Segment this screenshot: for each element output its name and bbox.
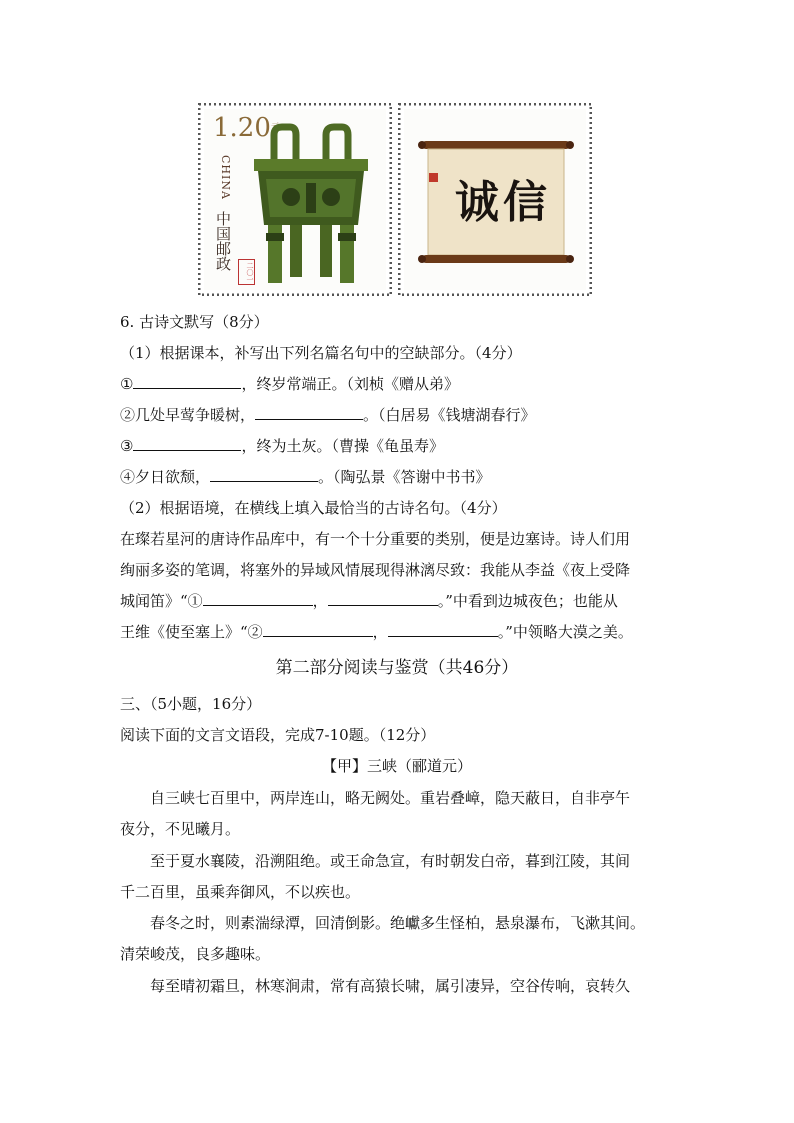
passage-instruction: 阅读下面的文言文语段，完成7-10题。（12分） — [120, 726, 436, 744]
answer-blank[interactable] — [255, 405, 363, 420]
answer-blank[interactable] — [133, 374, 241, 389]
passage-p4-line-1: 每至晴初霜旦，林寒涧肃，常有高猿长啸，属引凄异，空谷传响，哀转久 — [150, 977, 631, 995]
passage-p1-line-1: 自三峡七百里中，两岸连山，略无阙处。重岩叠嶂，隐天蔽日，自非亭午 — [150, 789, 631, 807]
q6-part2-instruction: （2）根据语境，在横线上填入最恰当的古诗名句。（4分） — [120, 499, 507, 517]
answer-blank[interactable] — [203, 591, 313, 606]
q6-context-line-3: 城闻笛》“① ， 。”中看到边城夜色；也能从 — [120, 592, 618, 610]
q6-title: 6. 古诗文默写（8分） — [120, 313, 269, 331]
answer-blank[interactable] — [263, 622, 373, 637]
q6-context-line-1: 在璨若星河的唐诗作品库中，有一个十分重要的类别，便是边塞诗。诗人们用 — [120, 530, 631, 548]
passage-title: 【甲】三峡（郦道元） — [321, 757, 472, 775]
stamp-country-en: CHINA — [219, 155, 232, 200]
stamp-calligraphy: 诚信 — [455, 177, 551, 228]
answer-blank[interactable] — [133, 436, 241, 451]
q6-context-line-2: 绚丽多姿的笔调，将塞外的异域风情展现得淋漓尽致：我能从李益《夜上受降 — [120, 561, 631, 579]
q6-item-2: ②几处早莺争暖树， 。（白居易《钱塘湖春行》 — [120, 406, 536, 424]
q6-part1-instruction: （1）根据课本，补写出下列名篇名句中的空缺部分。（4分） — [120, 344, 522, 362]
stamp-image — [198, 103, 594, 296]
answer-blank[interactable] — [388, 622, 498, 637]
stamp-denomination: $1.20^元$ — [213, 113, 280, 143]
bronze-ding-icon — [246, 121, 376, 291]
q6-item-1: ① ，终岁常端正。（刘桢《赠从弟》 — [120, 375, 459, 393]
stamp-ding — [198, 103, 392, 296]
stamp-country-cn: 中国邮政 — [214, 211, 232, 271]
passage-p1-line-2: 夜分，不见曦月。 — [120, 820, 241, 838]
stamp-seal-mark: 二〇一 — [238, 259, 255, 285]
q6-item-3: ③ ，终为土灰。（曹操《龟虽寿》 — [120, 437, 444, 455]
scroll-seal-icon — [429, 173, 438, 182]
passage-p3-line-2: 清荣峻茂，良多趣味。 — [120, 945, 271, 963]
passage-p2-line-1: 至于夏水襄陵，沿溯阻绝。或王命急宣，有时朝发白帝，暮到江陵，其间 — [150, 852, 631, 870]
section-three: 三、（5小题，16分） — [120, 695, 262, 713]
answer-blank[interactable] — [328, 591, 438, 606]
q6-context-line-4: 王维《使至塞上》“② ， 。”中领略大漠之美。 — [120, 623, 633, 641]
passage-p3-line-1: 春冬之时，则素湍绿潭，回清倒影。绝巘多生怪柏，悬泉瀑布，飞漱其间。 — [150, 914, 646, 932]
stamp-scroll — [398, 103, 592, 296]
passage-p2-line-2: 千二百里，虽乘奔御风，不以疾也。 — [120, 883, 361, 901]
q6-item-4: ④夕日欲颓， 。（陶弘景《答谢中书书》 — [120, 468, 491, 486]
part2-heading: 第二部分阅读与鉴赏（共46分） — [275, 658, 519, 678]
answer-blank[interactable] — [210, 467, 318, 482]
